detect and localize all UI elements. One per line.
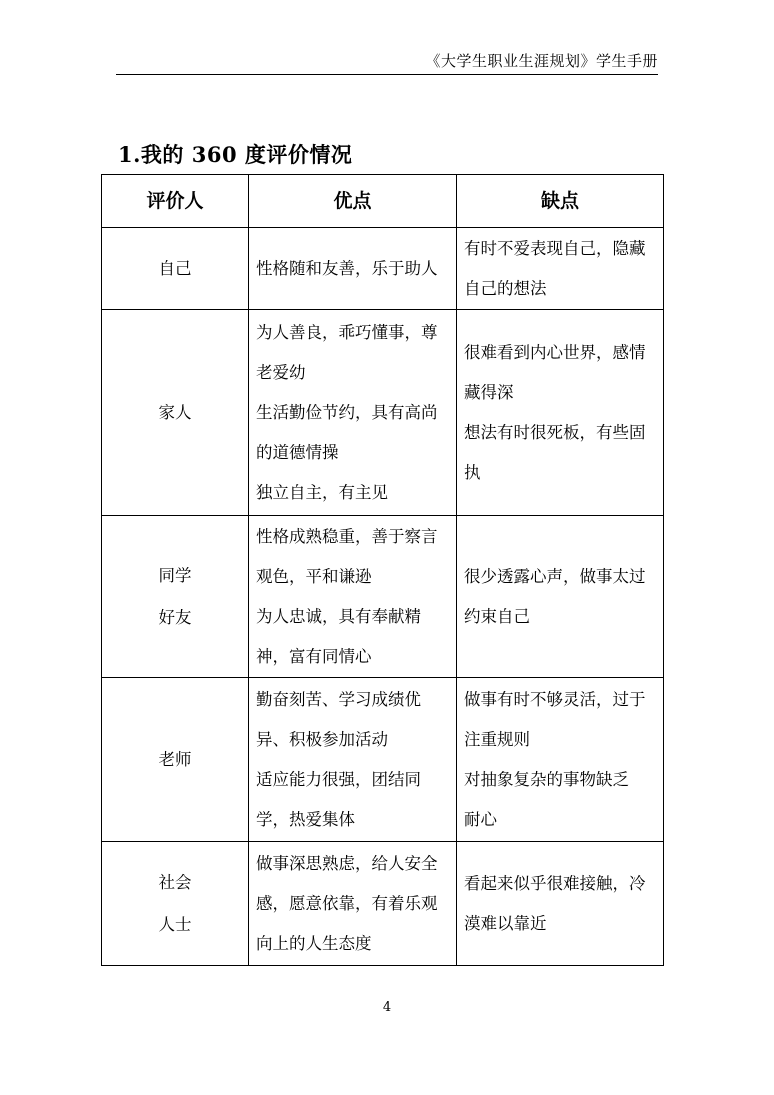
weakness-line: 有时不爱表现自己，隐藏 [464, 238, 646, 258]
evaluator-label: 老师 [158, 749, 192, 769]
strength-line: 为人忠诚，具有奉献精 [256, 606, 421, 626]
page-number: 4 [382, 1000, 392, 1015]
strengths-cell [249, 842, 457, 966]
header-divider [116, 74, 658, 75]
strength-line: 观色，平和谦逊 [256, 566, 372, 586]
weakness-line: 看起来似乎很难接触，冷 [464, 873, 646, 893]
weakness-line: 做事有时不够灵活，过于 [464, 689, 646, 709]
weakness-line: 自己的想法 [464, 278, 547, 298]
column-header-evaluator: 评价人 [102, 175, 249, 228]
table-row [102, 842, 664, 966]
table-header-row [102, 175, 664, 228]
evaluator-label: 好友 [158, 607, 192, 627]
table-row [102, 310, 664, 516]
strength-line: 独立自主，有主见 [256, 482, 388, 502]
strengths-cell [249, 228, 457, 310]
section-title: 1.我的 360 度评价情况 [118, 142, 353, 167]
weakness-line: 藏得深 [464, 382, 514, 402]
evaluation-table [101, 174, 664, 966]
weakness-line: 执 [464, 462, 481, 482]
strength-line: 勤奋刻苦、学习成绩优 [256, 689, 421, 709]
strength-line: 为人善良，乖巧懂事，尊 [256, 322, 438, 342]
weakness-line: 耐心 [464, 809, 497, 829]
strength-line: 做事深思熟虑，给人安全 [256, 853, 438, 873]
strengths-cell [249, 678, 457, 842]
table-row [102, 228, 664, 310]
weaknesses-cell [457, 516, 664, 678]
strength-line: 老爱幼 [256, 362, 306, 382]
weakness-line: 漠难以靠近 [464, 913, 547, 933]
evaluator-label: 社会 [158, 872, 192, 892]
running-header-title: 《大学生职业生涯规划》学生手册 [425, 52, 658, 70]
weakness-line: 很少透露心声，做事太过 [464, 566, 646, 586]
column-header-strengths: 优点 [249, 175, 457, 228]
strength-line: 生活勤俭节约，具有高尚 [256, 402, 438, 422]
strength-line: 适应能力很强，团结同 [256, 769, 421, 789]
evaluator-cell [102, 678, 249, 842]
weakness-line: 对抽象复杂的事物缺乏 [464, 769, 629, 789]
evaluator-label: 同学 [158, 565, 192, 585]
weakness-line: 注重规则 [464, 729, 530, 749]
evaluator-cell [102, 516, 249, 678]
column-header-weaknesses: 缺点 [457, 175, 664, 228]
strength-line: 性格成熟稳重，善于察言 [256, 526, 438, 546]
evaluator-cell [102, 310, 249, 516]
weaknesses-cell [457, 678, 664, 842]
strength-line: 学，热爱集体 [256, 809, 355, 829]
strength-line: 异、积极参加活动 [256, 729, 388, 749]
strengths-cell [249, 516, 457, 678]
strength-line: 向上的人生态度 [256, 933, 372, 953]
weakness-line: 很难看到内心世界，感情 [464, 342, 646, 362]
strength-line: 神，富有同情心 [256, 646, 372, 666]
strength-line: 性格随和友善，乐于助人 [256, 258, 438, 278]
evaluator-cell [102, 842, 249, 966]
weakness-line: 约束自己 [464, 606, 530, 626]
weaknesses-cell [457, 310, 664, 516]
weaknesses-cell [457, 228, 664, 310]
evaluator-label: 人士 [158, 914, 192, 934]
strength-line: 感，愿意依靠，有着乐观 [256, 893, 438, 913]
weaknesses-cell [457, 842, 664, 966]
evaluator-label: 家人 [158, 402, 192, 422]
strengths-cell [249, 310, 457, 516]
strength-line: 的道德情操 [256, 442, 339, 462]
weakness-line: 想法有时很死板，有些固 [464, 422, 646, 442]
table-row [102, 516, 664, 678]
table-row [102, 678, 664, 842]
evaluator-cell [102, 228, 249, 310]
evaluator-label: 自己 [158, 258, 192, 278]
